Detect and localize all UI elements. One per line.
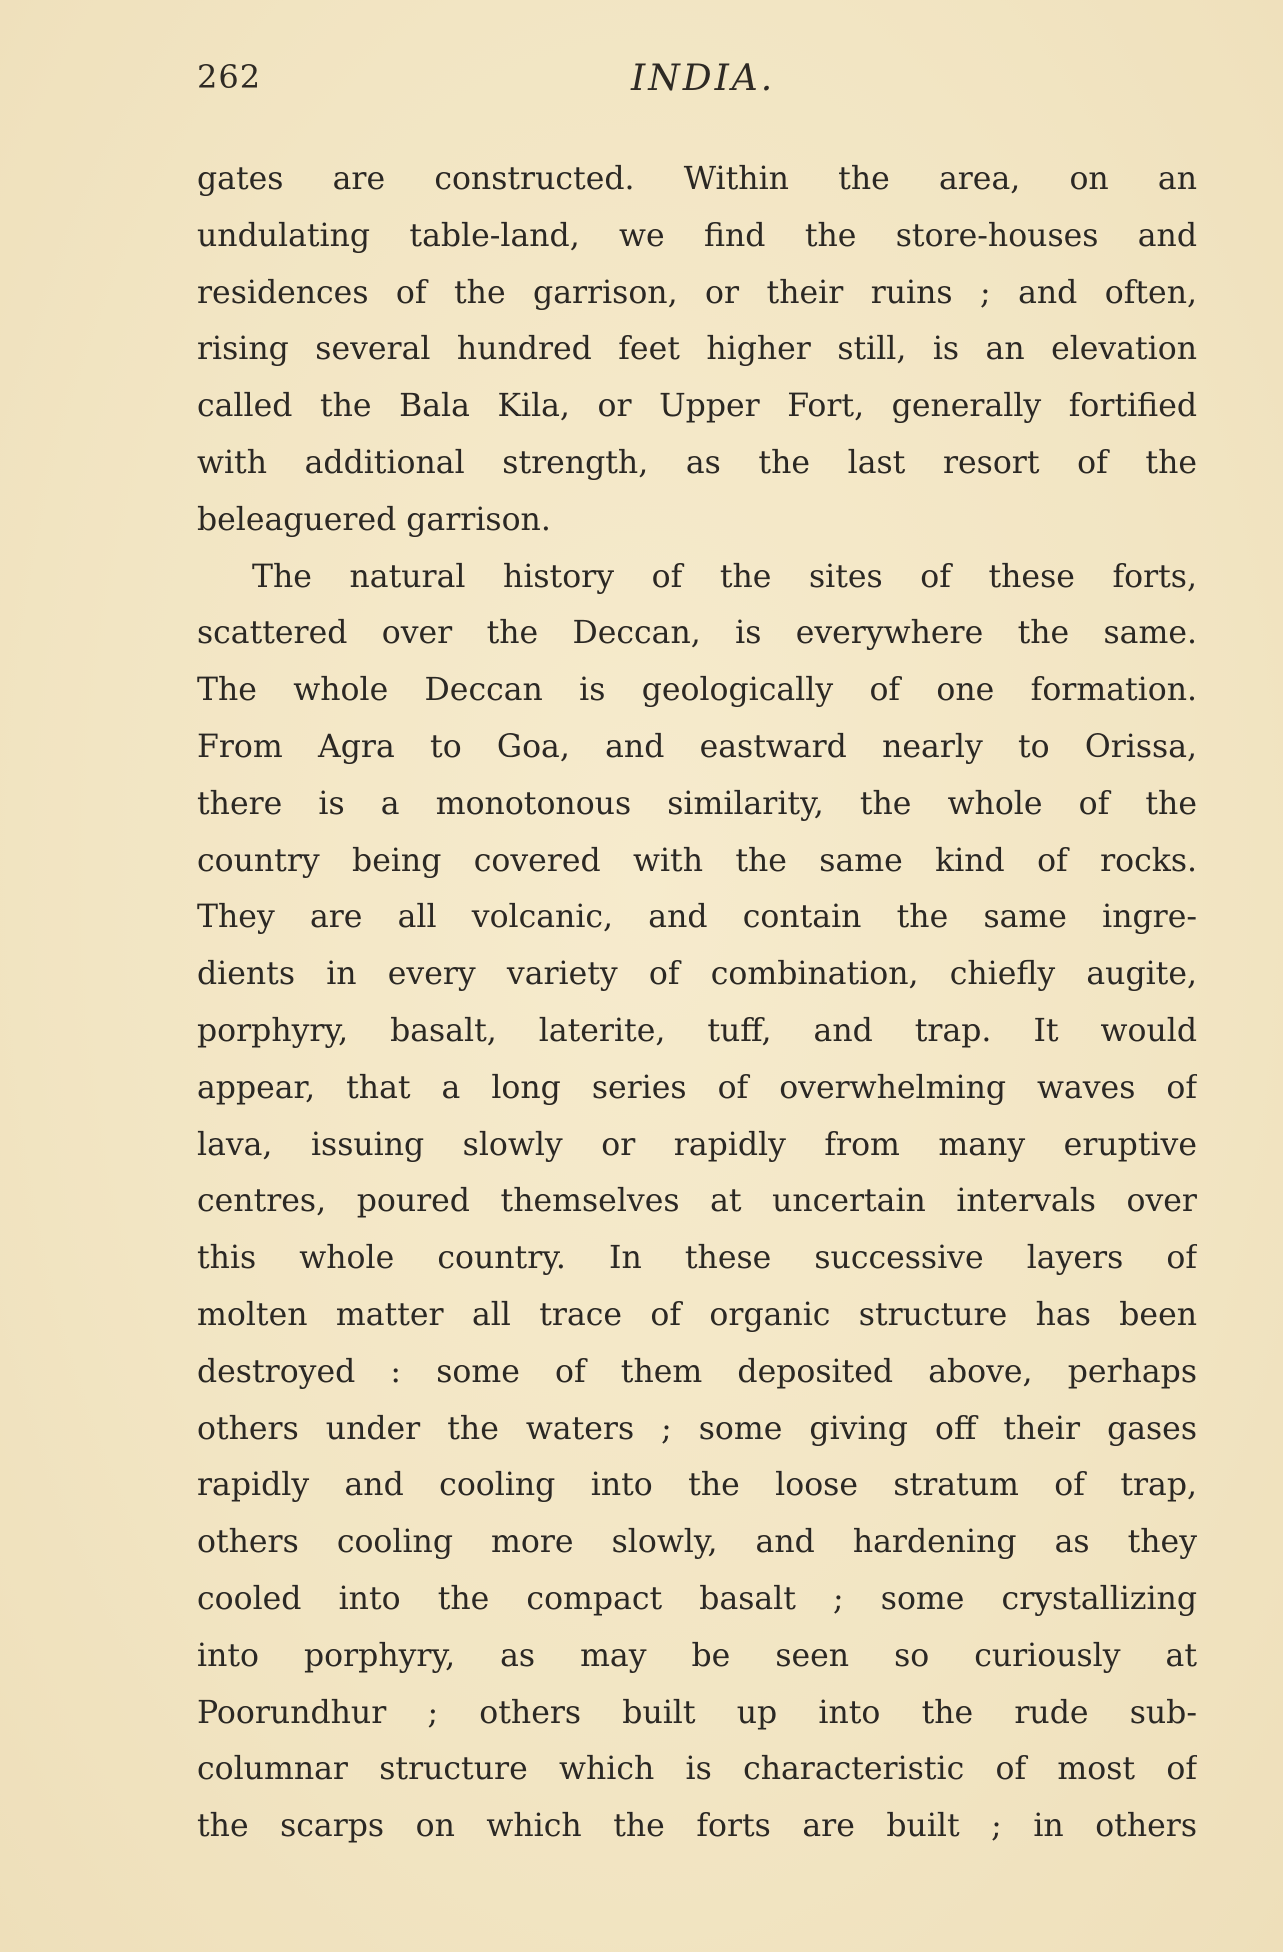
text-line: beleaguered garrison. [197,501,551,538]
text-line: called the Bala Kila, or Upper Fort, generally fortified [197,388,1197,425]
text-line: From Agra to Goa, and eastward nearly to Orissa, [197,728,1197,765]
text-line: with additional strength, as the last resort of the [197,444,1197,481]
text-line: molten matter all trace of organic structure has been [197,1296,1197,1333]
text-line: gates are constructed. Within the area, on an [197,161,1197,197]
text-line: dients in every variety of combination, chiefly augite, [197,956,1197,993]
text-line: residences of the garrison, or their ruins ; and often, [197,274,1197,311]
body-text [197,151,1197,1855]
text-line: into porphyry, as may be seen so curiously at [197,1637,1197,1674]
text-line: centres, poured themselves at uncertain intervals over [197,1183,1197,1220]
text-line: They are all volcanic, and contain the same ingre- [197,899,1197,936]
text-line: rapidly and cooling into the loose stratum of trap, [197,1467,1197,1504]
text-line: others cooling more slowly, and hardening as they [197,1524,1197,1561]
text-line: porphyry, basalt, laterite, tuff, and trap. It would [197,1012,1197,1049]
text-line: lava, issuing slowly or rapidly from many eruptive [197,1126,1197,1163]
page-number: 262 [197,58,262,96]
text-line: columnar structure which is characteristic of most of [197,1751,1197,1788]
text-line: rising several hundred feet higher still, is an elevation [197,331,1197,368]
text-line: The whole Deccan is geologically of one formation. [197,672,1197,709]
text-line: appear, that a long series of overwhelming waves of [197,1069,1197,1106]
text-line: destroyed : some of them deposited above, perhaps [197,1353,1197,1390]
text-line: the scarps on which the forts are built ; in others [197,1808,1197,1845]
text-line: this whole country. In these successive layers of [197,1240,1197,1277]
text-line: there is a monotonous similarity, the whole of the [197,785,1197,822]
running-title: INDIA. [631,58,776,99]
running-head [197,58,1197,118]
text-line: cooled into the compact basalt ; some crystallizing [197,1580,1197,1617]
text-line: scattered over the Deccan, is everywhere the same. [197,615,1197,652]
text-line: Poorundhur ; others built up into the rude sub- [197,1694,1197,1731]
text-line: The natural history of the sites of these forts, [252,558,1197,595]
text-line: undulating table-land, we find the store-houses and [197,217,1197,254]
text-line: others under the waters ; some giving off their gases [197,1410,1197,1447]
text-line: country being covered with the same kind of rocks. [197,842,1197,879]
